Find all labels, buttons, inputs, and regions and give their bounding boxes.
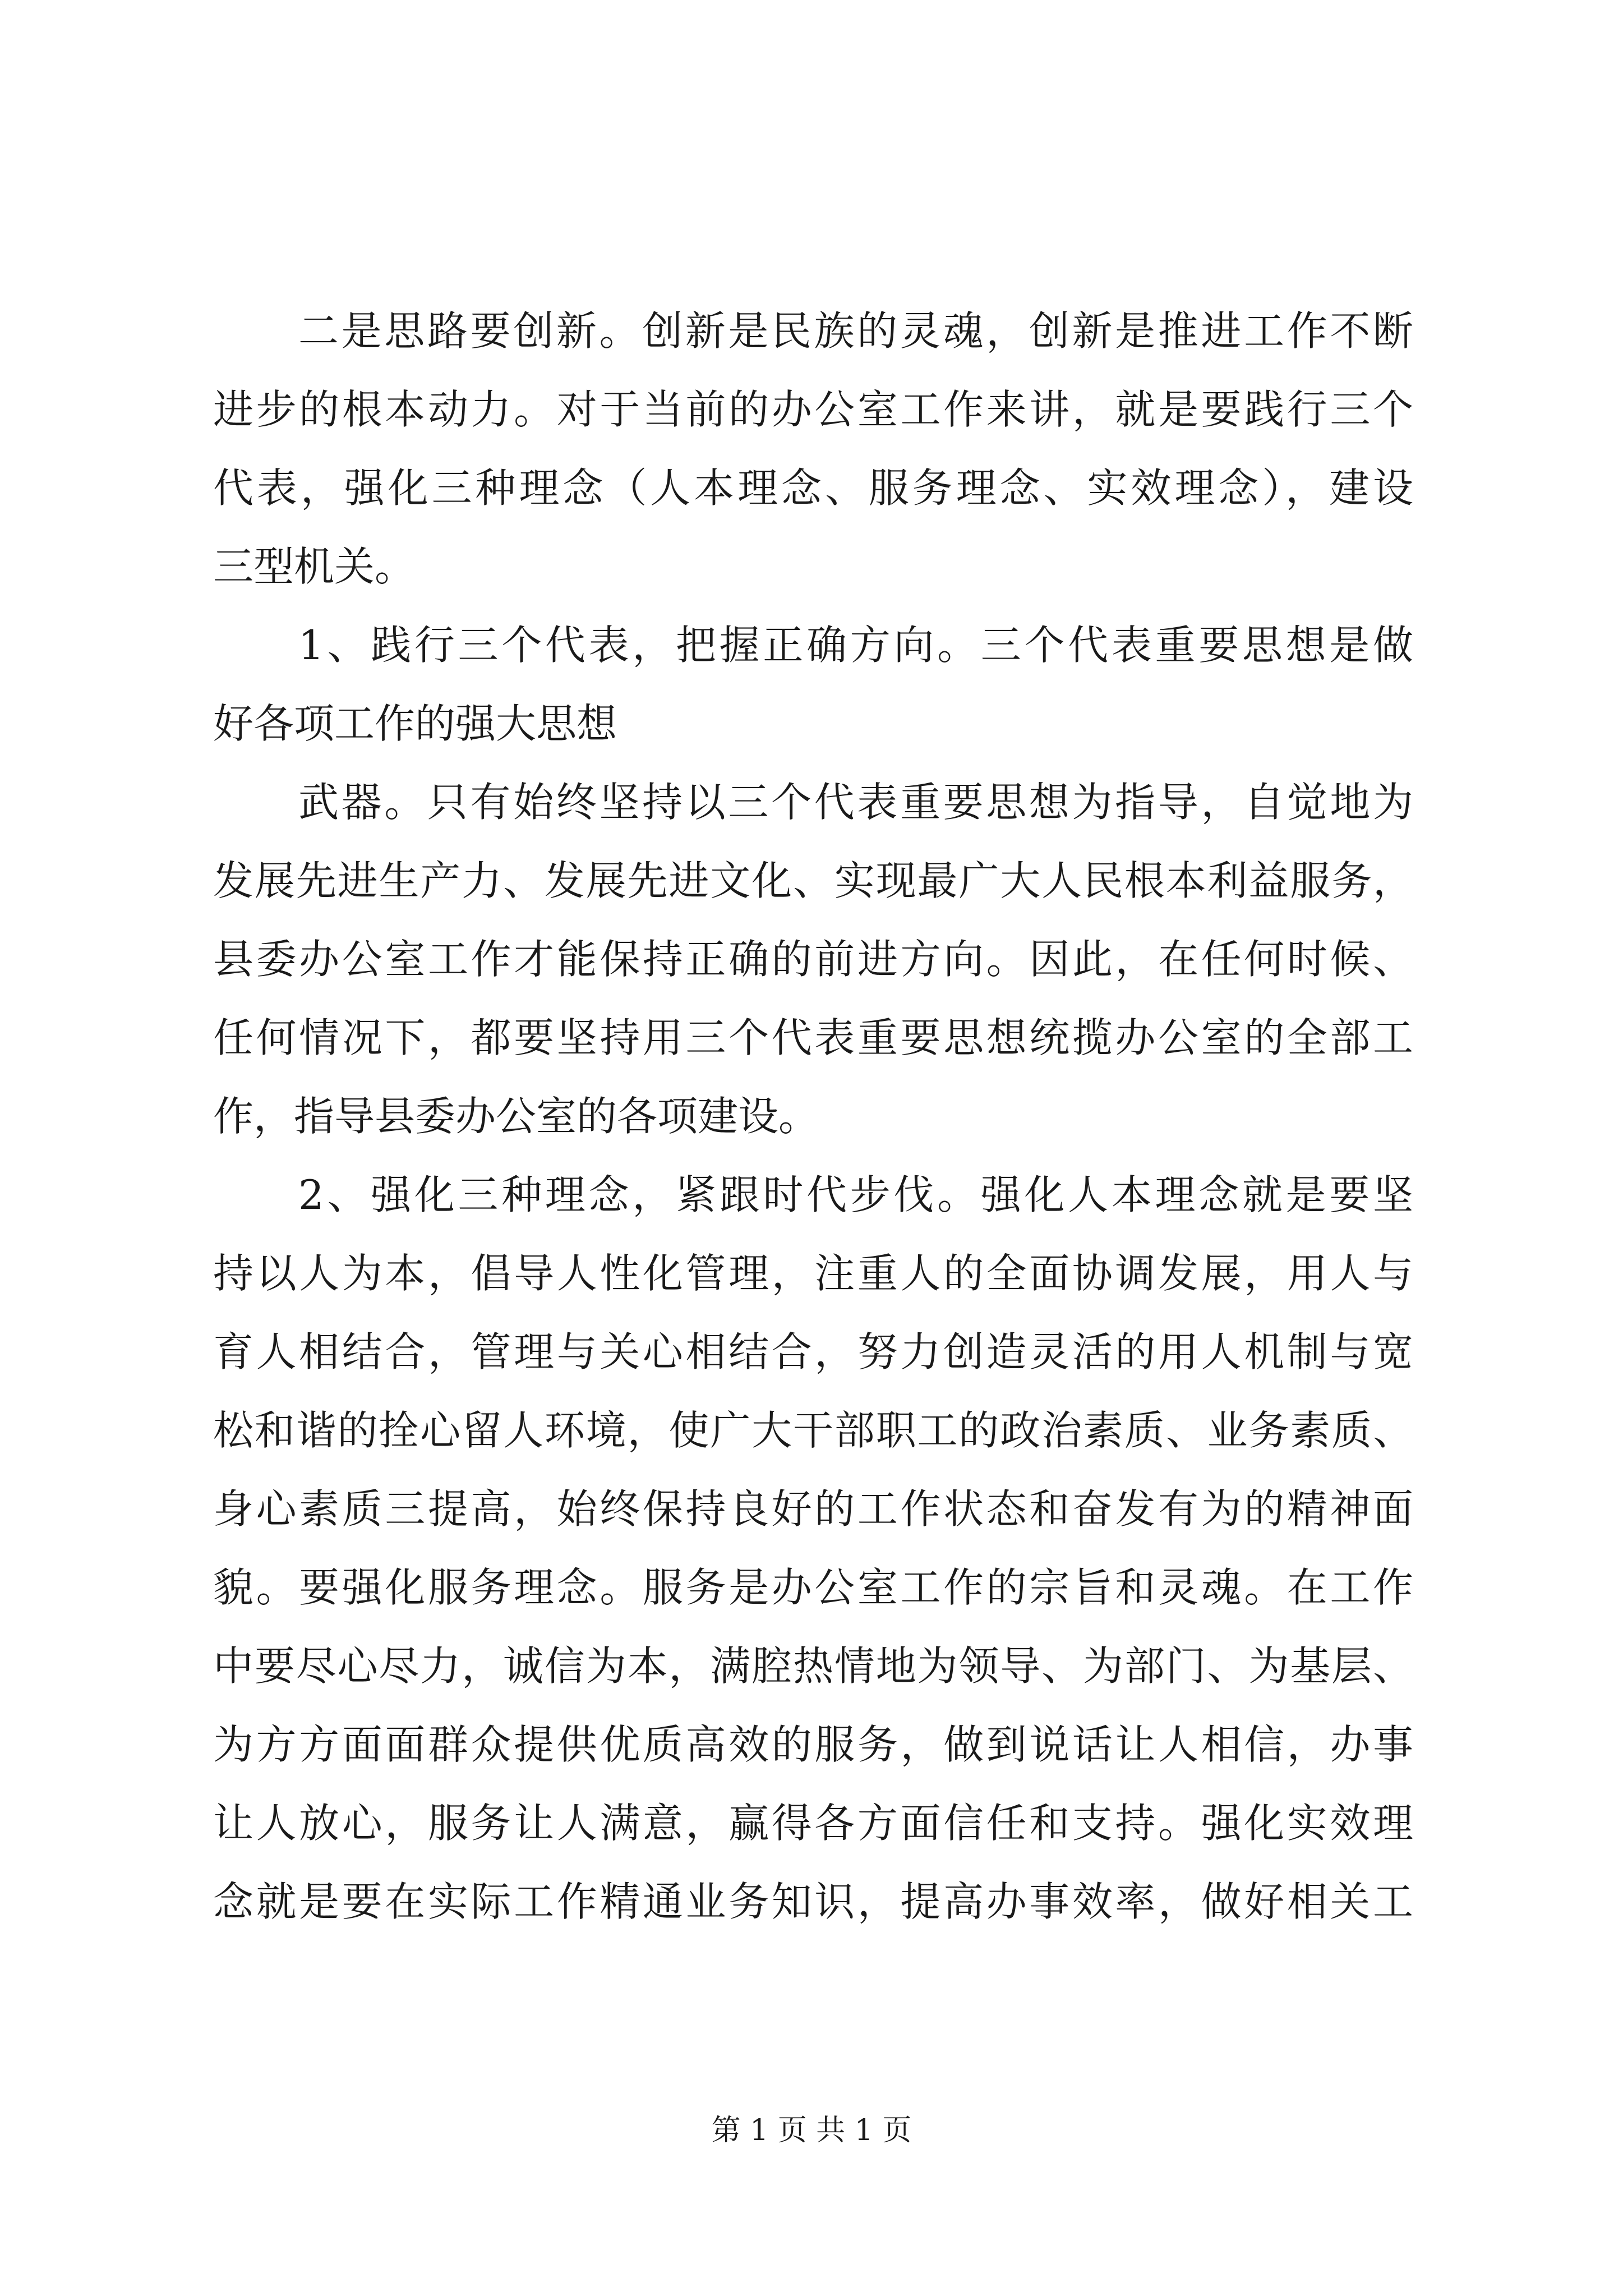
paragraph-line: 武器。只有始终坚持以三个代表重要思想为指导，自觉地为 <box>298 779 1413 826</box>
paragraph-line: 二是思路要创新。创新是民族的灵魂，创新是推进工作不断 <box>298 307 1413 355</box>
page-footer: 第 1 页 共 1 页 <box>711 2114 912 2147</box>
paragraph-line: 中要尽心尽力，诚信为本，满腔热情地为领导、为部门、为基层、 <box>213 1642 1413 1690</box>
paragraph-line: 1、践行三个代表，把握正确方向。三个代表重要思想是做 <box>298 622 1413 669</box>
paragraph-line: 为方方面面群众提供优质高效的服务，做到说话让人相信，办事 <box>213 1721 1413 1768</box>
paragraph-line: 念就是要在实际工作精通业务知识，提高办事效率，做好相关工 <box>213 1878 1413 1925</box>
paragraph-line: 身心素质三提高，始终保持良好的工作状态和奋发有为的精神面 <box>213 1485 1413 1533</box>
paragraph-line: 代表，强化三种理念（人本理念、服务理念、实效理念），建设 <box>213 464 1413 512</box>
paragraph-line: 任何情况下，都要坚持用三个代表重要思想统揽办公室的全部工 <box>213 1014 1413 1061</box>
paragraph-line: 持以人为本，倡导人性化管理，注重人的全面协调发展，用人与 <box>213 1250 1413 1297</box>
paragraph-line: 进步的根本动力。对于当前的办公室工作来讲，就是要践行三个 <box>213 386 1413 433</box>
paragraph-line: 县委办公室工作才能保持正确的前进方向。因此，在任何时候、 <box>213 936 1413 983</box>
paragraph-line: 三型机关。 <box>213 543 416 590</box>
paragraph-line: 育人相结合，管理与关心相结合，努力创造灵活的用人机制与宽 <box>213 1328 1413 1375</box>
paragraph-line: 作，指导县委办公室的各项建设。 <box>213 1093 819 1140</box>
document-body <box>213 292 1413 1941</box>
paragraph-line: 松和谐的拴心留人环境，使广大干部职工的政治素质、业务素质、 <box>213 1407 1413 1454</box>
paragraph-line: 好各项工作的强大思想 <box>213 700 617 747</box>
paragraph-line: 貌。要强化服务理念。服务是办公室工作的宗旨和灵魂。在工作 <box>213 1564 1413 1611</box>
paragraph-line: 发展先进生产力、发展先进文化、实现最广大人民根本利益服务， <box>213 857 1413 904</box>
paragraph-line: 让人放心，服务让人满意，赢得各方面信任和支持。强化实效理 <box>213 1800 1413 1847</box>
paragraph-line: 2、强化三种理念，紧跟时代步伐。强化人本理念就是要坚 <box>298 1171 1413 1218</box>
